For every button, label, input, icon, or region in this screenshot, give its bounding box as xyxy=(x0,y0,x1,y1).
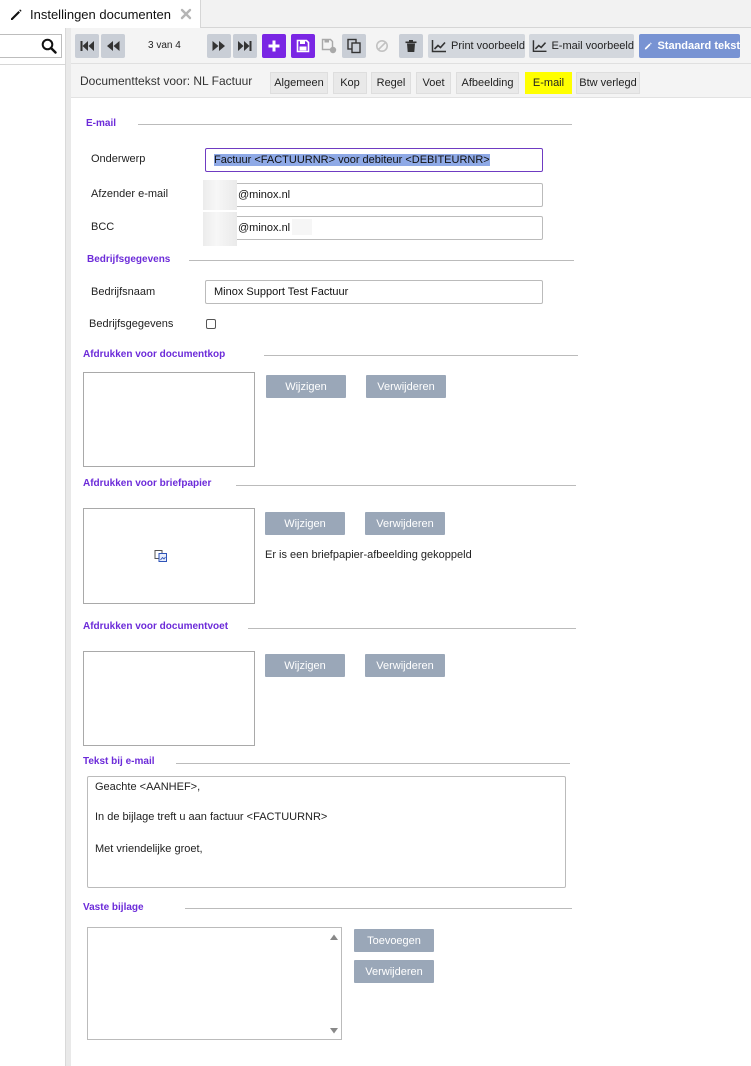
cancel-button[interactable] xyxy=(371,34,393,58)
redacted-area xyxy=(292,219,312,235)
email-preview-label: E-mail voorbeeld xyxy=(551,40,634,52)
letterhead-image-preview xyxy=(83,508,255,604)
left-sidebar xyxy=(0,28,66,1066)
sidebar-divider xyxy=(0,64,66,65)
attachment-section-title: Vaste bijlage xyxy=(83,902,144,913)
skip-last-icon xyxy=(237,39,253,53)
email-body-line: In de bijlage treft u aan factuur <FACTUURNR> xyxy=(95,811,328,823)
last-record-button[interactable] xyxy=(233,34,257,58)
letterhead-print-section-title: Afdrukken voor briefpapier xyxy=(83,478,212,489)
letterhead-status-text: Er is een briefpapier-afbeelding gekoppeld xyxy=(265,549,472,561)
section-divider xyxy=(248,628,576,629)
standard-text-label: Standaard tekst xyxy=(657,40,740,52)
chart-line-icon xyxy=(431,39,447,53)
attachment-list[interactable] xyxy=(87,927,342,1040)
subject-label: Onderwerp xyxy=(91,153,146,165)
scroll-down-icon[interactable] xyxy=(329,1027,339,1035)
print-preview-label: Print voorbeeld xyxy=(451,40,525,52)
pencil-icon xyxy=(9,8,23,22)
bcc-value: @minox.nl xyxy=(238,222,291,234)
email-body-line: Geachte <AANHEF>, xyxy=(95,781,201,793)
close-tab-icon[interactable] xyxy=(179,7,193,21)
company-name-input[interactable] xyxy=(205,280,543,304)
section-divider xyxy=(138,124,572,125)
rewind-icon xyxy=(105,39,121,53)
standard-text-button[interactable] xyxy=(639,34,740,58)
broken-image-icon xyxy=(154,549,168,563)
company-section-title: Bedrijfsgegevens xyxy=(87,254,171,265)
redacted-area xyxy=(203,212,237,246)
section-divider xyxy=(189,260,574,261)
footer-change-button[interactable]: Wijzigen xyxy=(265,654,345,677)
letterhead-change-button[interactable]: Wijzigen xyxy=(265,512,345,535)
letterhead-delete-button[interactable]: Verwijderen xyxy=(365,512,445,535)
chart-line-icon xyxy=(532,39,547,53)
splitter-handle[interactable] xyxy=(66,28,71,1066)
tab-voet[interactable]: Voet xyxy=(416,72,451,94)
subject-input[interactable] xyxy=(205,148,543,172)
save-close-button[interactable] xyxy=(318,34,340,58)
email-section-title: E-mail xyxy=(86,118,117,129)
fast-forward-icon xyxy=(211,39,227,53)
save-icon xyxy=(296,39,310,53)
previous-record-button[interactable] xyxy=(101,34,125,58)
bcc-input[interactable] xyxy=(205,216,543,240)
section-divider xyxy=(185,908,572,909)
footer-print-section-title: Afdrukken voor documentvoet xyxy=(83,621,229,632)
attachment-add-button[interactable]: Toevoegen xyxy=(354,929,434,952)
tab-algemeen[interactable]: Algemeen xyxy=(270,72,328,94)
company-name-label: Bedrijfsnaam xyxy=(91,286,156,298)
scroll-up-icon[interactable] xyxy=(329,933,339,941)
first-record-button[interactable] xyxy=(75,34,99,58)
print-preview-button[interactable] xyxy=(428,34,525,58)
copy-icon xyxy=(346,38,362,54)
footer-delete-button[interactable]: Verwijderen xyxy=(365,654,445,677)
record-toolbar xyxy=(71,28,751,64)
delete-button[interactable] xyxy=(399,34,423,58)
header-image-preview xyxy=(83,372,255,467)
page-counter: 3 van 4 xyxy=(148,40,181,51)
skip-first-icon xyxy=(79,39,95,53)
sender-email-label: Afzender e-mail xyxy=(91,188,169,200)
document-tab-title: Instellingen documenten xyxy=(30,7,171,22)
section-divider xyxy=(236,485,576,486)
copy-button[interactable] xyxy=(342,34,366,58)
add-record-button[interactable] xyxy=(262,34,286,58)
footer-image-preview xyxy=(83,651,255,746)
header-change-button[interactable]: Wijzigen xyxy=(266,375,346,398)
tab-btw-verlegd[interactable]: Btw verlegd xyxy=(576,72,640,94)
company-name-value: Minox Support Test Factuur xyxy=(214,286,349,298)
header-delete-button[interactable]: Verwijderen xyxy=(366,375,446,398)
document-tab[interactable] xyxy=(0,0,201,29)
attachment-delete-button[interactable]: Verwijderen xyxy=(354,960,434,983)
search-icon[interactable] xyxy=(41,38,57,54)
sender-email-input[interactable] xyxy=(205,183,543,207)
company-details-label: Bedrijfsgegevens xyxy=(89,318,174,330)
sender-email-value: @minox.nl xyxy=(238,189,291,201)
window-tabstrip xyxy=(0,0,751,28)
redacted-area xyxy=(203,180,237,210)
subject-value: Factuur <FACTUURNR> voor debiteur <DEBITEURNR> xyxy=(214,154,490,166)
next-record-button[interactable] xyxy=(207,34,231,58)
cancel-icon xyxy=(375,39,389,53)
email-body-line: Met vriendelijke groet, xyxy=(95,843,203,855)
header-print-section-title: Afdrukken voor documentkop xyxy=(83,349,226,360)
tab-email[interactable]: E-mail xyxy=(525,72,572,94)
section-divider xyxy=(264,355,578,356)
bcc-label: BCC xyxy=(91,221,115,233)
document-text-label: Documenttekst voor: NL Factuur xyxy=(80,74,253,88)
email-text-section-title: Tekst bij e-mail xyxy=(83,756,155,767)
tab-kop[interactable]: Kop xyxy=(333,72,367,94)
pencil-icon xyxy=(644,39,652,53)
plus-icon xyxy=(267,39,281,53)
company-details-checkbox[interactable] xyxy=(206,319,216,329)
email-body-textarea[interactable] xyxy=(87,776,566,888)
save-button[interactable] xyxy=(291,34,315,58)
save-disabled-icon xyxy=(321,38,337,54)
email-preview-button[interactable] xyxy=(529,34,634,58)
trash-icon xyxy=(404,39,418,53)
section-tabs xyxy=(71,64,751,98)
tab-regel[interactable]: Regel xyxy=(371,72,411,94)
tab-afbeelding[interactable]: Afbeelding xyxy=(456,72,519,94)
section-divider xyxy=(176,763,570,764)
